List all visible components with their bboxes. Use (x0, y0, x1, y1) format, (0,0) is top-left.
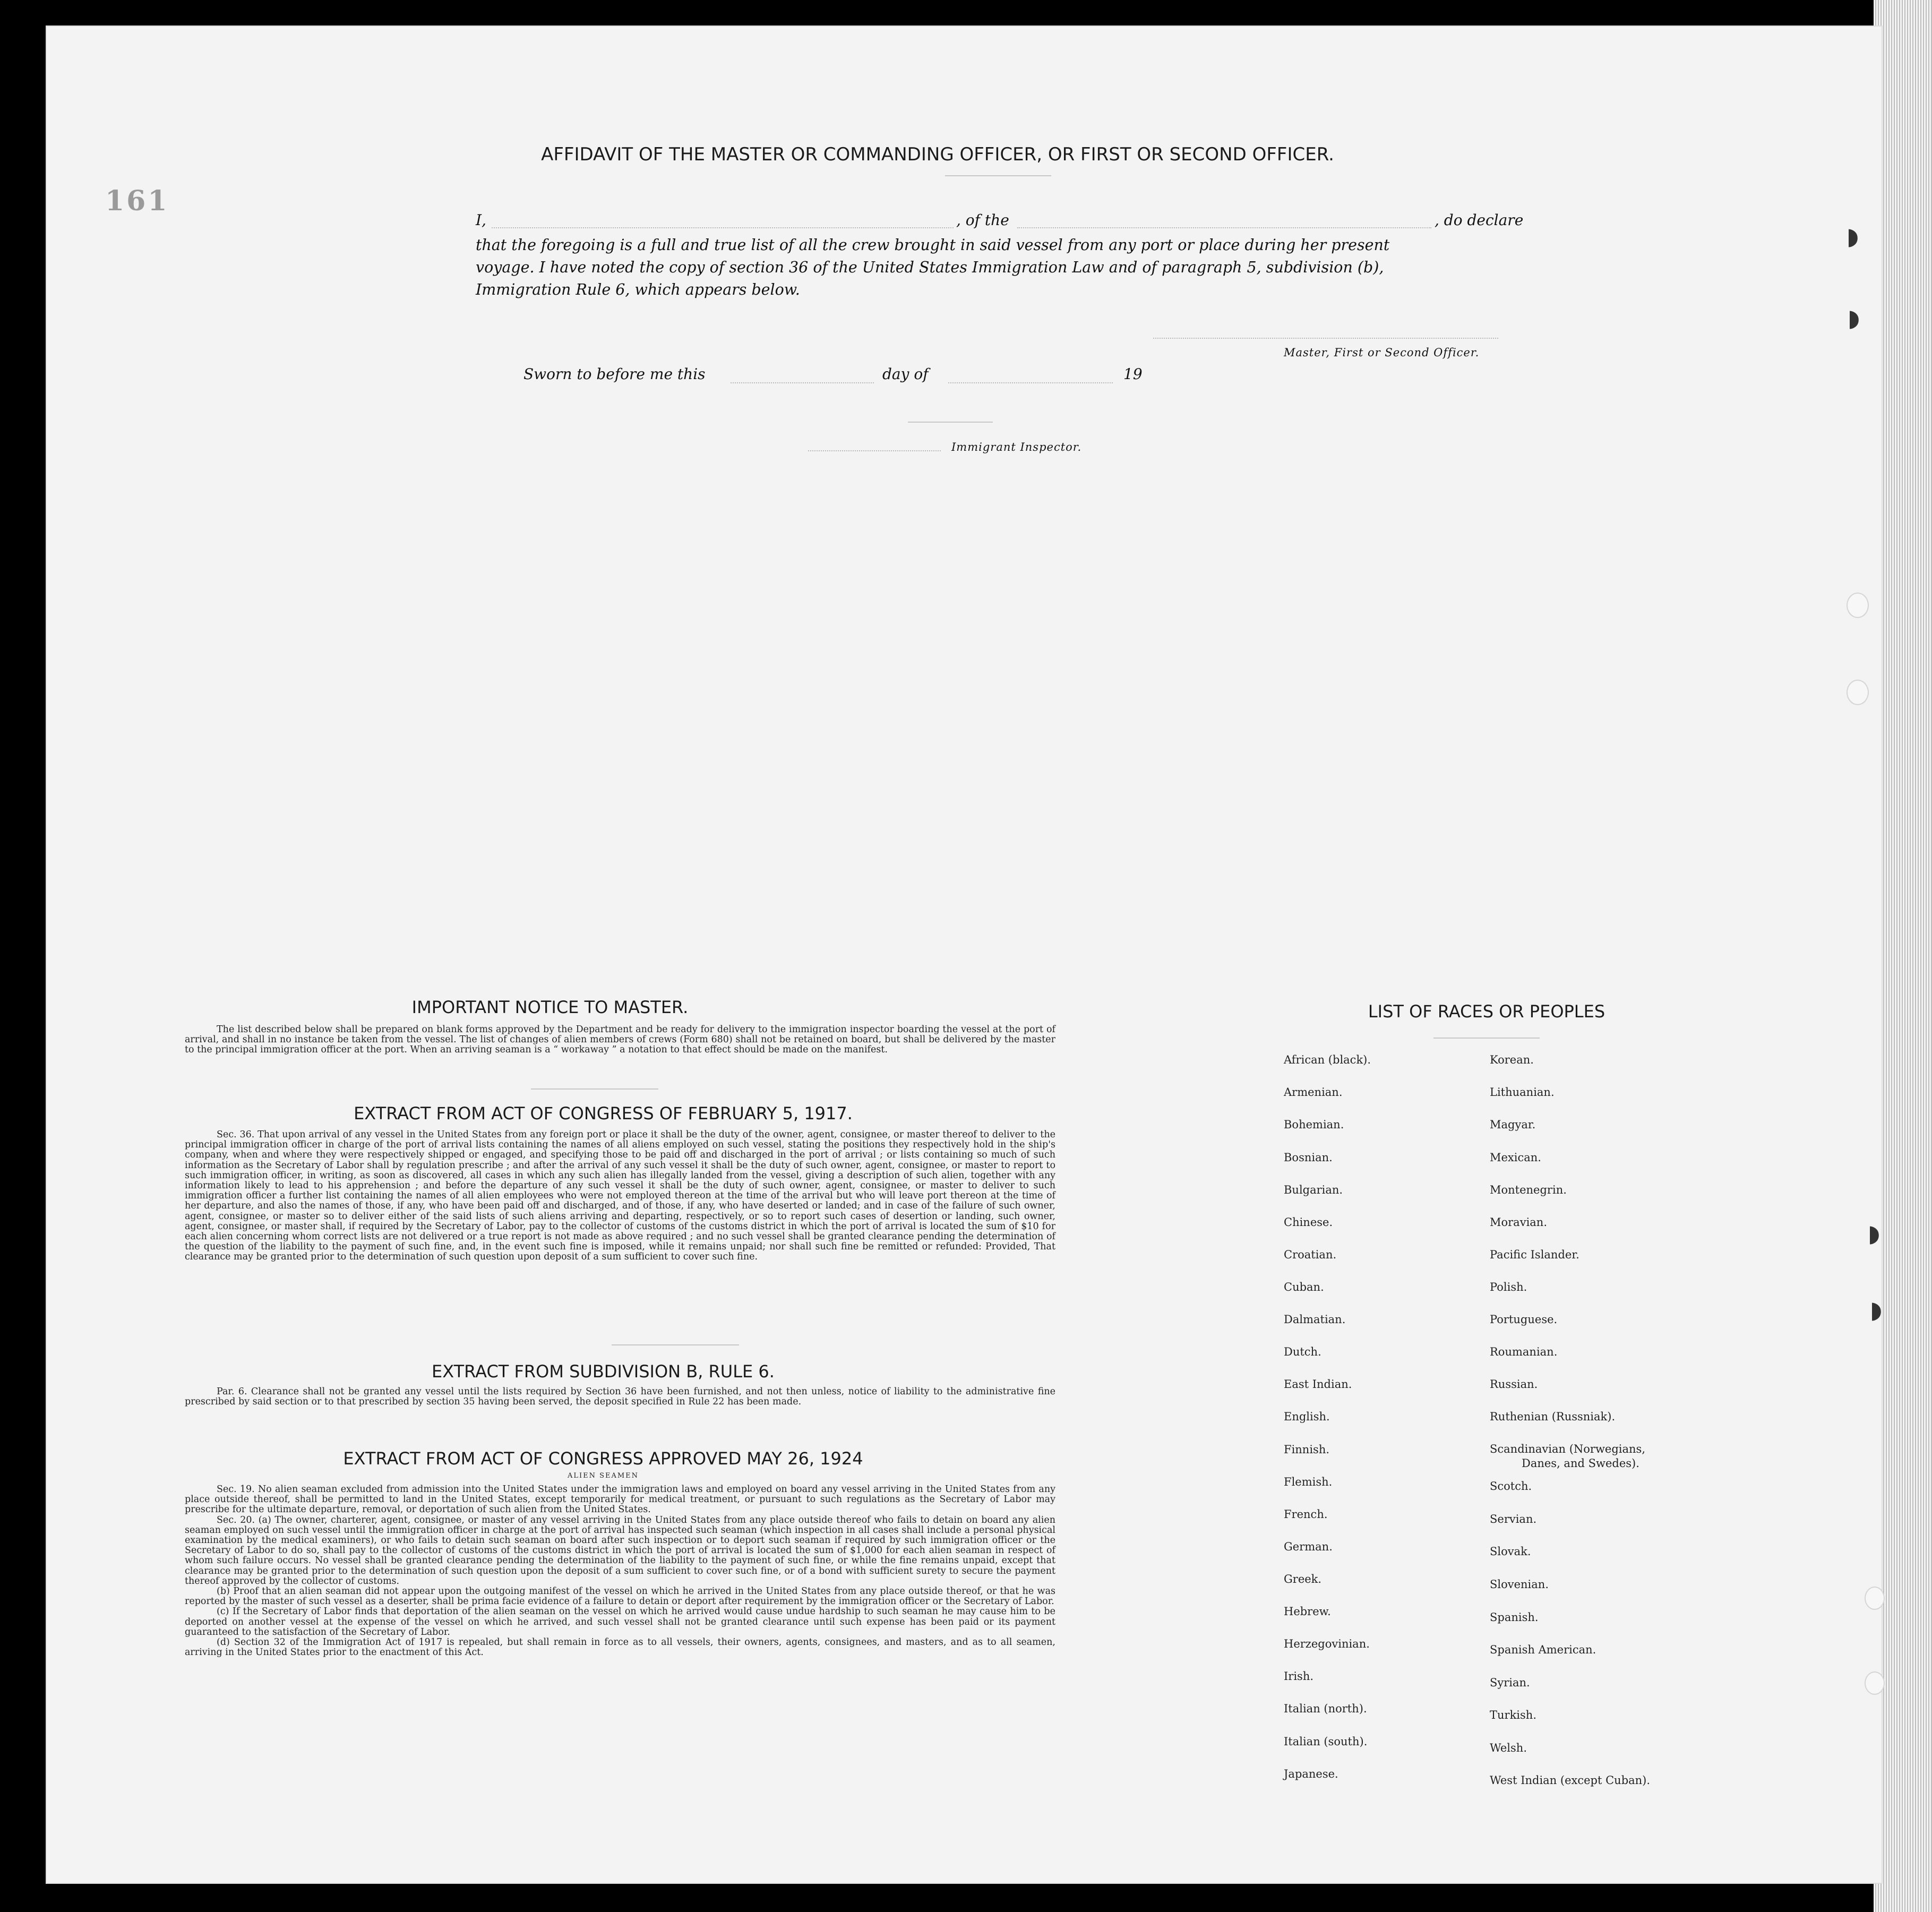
race-item: Flemish. (1284, 1476, 1333, 1488)
extract-1924-paragraph: (c) If the Secretary of Labor finds that deportation of the alien seaman on the vessel on which he arrived would cause undue hardship to such seaman he may cause him to be deported on another vessel at the expense of the vessel on which he arrived, and such vessel shall not be granted clearance until such expense has been paid or its payment guaranteed to the satisfaction of the Secretary of Labor. (185, 1606, 1055, 1637)
inspector-label: Immigrant Inspector. (951, 441, 1082, 453)
race-item: Croatian. (1284, 1248, 1337, 1261)
affidavit-body-line-4: Immigration Rule 6, which appears below. (476, 281, 800, 298)
race-item: Dalmatian. (1284, 1313, 1346, 1326)
affidavit-of-the: , of the (956, 211, 1009, 229)
race-item: African (black). (1284, 1053, 1371, 1066)
extract-1924-paragraph: (d) Section 32 of the Immigration Act of 1917 is repealed, but shall remain in force as to all vessels, their owners, agents, consignees, and masters, and as to all seamen, arriving in the United States prior to the enactment of this Act. (185, 1637, 1055, 1658)
race-item: Cuban. (1284, 1281, 1324, 1293)
race-item: East Indian. (1284, 1378, 1352, 1391)
race-item: Syrian. (1490, 1676, 1530, 1689)
race-item: Japanese. (1284, 1768, 1338, 1780)
extract-1924-paragraph: Sec. 19. No alien seaman excluded from admission into the United States under the immigration laws and employed on board any vessel arriving in the United States from any place outside thereof, shall be permitted to land in the United States, except temporarily for medical treatment, or pursuant to such regulations as the Secretary of Labor may prescribe for the ultimate departure, removal, or deportation of such alien from the United States. (185, 1484, 1055, 1515)
race-item: Portuguese. (1490, 1313, 1558, 1326)
binder-hole (1865, 1587, 1885, 1610)
race-item: Scandinavian (Norwegians, (1490, 1443, 1646, 1455)
race-item: Magyar. (1490, 1118, 1536, 1131)
race-item: Bosnian. (1284, 1151, 1333, 1164)
race-item: West Indian (except Cuban). (1490, 1774, 1651, 1787)
race-item: Danes, and Swedes). (1522, 1457, 1639, 1470)
race-item: Welsh. (1490, 1742, 1527, 1754)
extract-1917-paragraph: Sec. 36. That upon arrival of any vessel in the United States from any foreign port or place it shall be the duty of the owner, agent, consignee, or master thereof to deliver to the principal immigration officer in charge of the port of arrival lists containing the names of all aliens employed on such vessel, stating the positions they respectively hold in the ship's company, when and where they were respectively shipped or engaged, and specifying those to be paid off and discharged in the port of arrival ; or lists containing so much of such information as the Secretary of Labor shall by regulation prescribe ; and after the arrival of any such vessel it shall be the duty of such owner, agent, consignee, or master to report to such immigration officer, in writing, as soon as discovered, all cases in which any such alien has illegally landed from the vessel, giving a description of such alien, together with any information likely to lead to his apprehension ; and before the departure of any such vessel it shall be the duty of such owner, agent, consignee, or master to deliver to such immigration officer a further list containing the names of all alien employees who were not employed thereon at the time of the arrival but who will leave port thereon at the time of her departure, and also the names of those, if any, who have been paid off and discharged, and of those, if any, who have deserted or landed; and in case of the failure of such owner, agent, consignee, or master so to deliver either of the said lists of such aliens arriving and departing, respectively, or so to report such cases of desertion or landing, such owner, agent, consignee, or master shall, if required by the Secretary of Labor, pay to the collector of customs of the customs district in which the port of arrival is located the sum of $10 for each alien concerning whom correct lists are not delivered or a true report is not made as above required ; and no such vessel shall be granted clearance pending the determination of the question of the liability to the payment of such fine, and, in the event such fine is imposed, while it remains unpaid; nor shall such fine be remitted or refunded: Provided, That clearance may be granted prior to the determination of such question upon deposit of a sum sufficient to cover such fine. (185, 1129, 1055, 1263)
race-item: Dutch. (1284, 1345, 1321, 1358)
race-item: Mexican. (1490, 1151, 1541, 1164)
extract-1924-text (185, 1485, 1055, 1658)
divider (531, 1088, 658, 1090)
races-title: LIST OF RACES OR PEOPLES (1368, 1001, 1605, 1022)
binder-mark: ◗ (1848, 305, 1860, 332)
race-item: Bulgarian. (1284, 1184, 1343, 1196)
race-item: Turkish. (1490, 1709, 1536, 1721)
race-item: Servian. (1490, 1513, 1537, 1525)
affidavit-declare: , do declare (1435, 211, 1524, 229)
affidavit-body-line-3: voyage. I have noted the copy of section 36 of the United States Immigration Law and of paragraph 5, subdivision (b), (476, 259, 1384, 276)
sworn-day-line[interactable] (731, 382, 874, 383)
race-item: Lithuanian. (1490, 1086, 1555, 1099)
extract-1924-paragraph: Sec. 20. (a) The owner, charterer, agent, consignee, or master of any vessel arriving in the United States from any place outside thereof who fails to detain on board any alien seaman employed on such vessel until the immigration officer in charge at the port of arrival has inspected such seaman (which inspection in all cases shall include a personal physical examination by the medical examiners), or who fails to detain such seaman on board after such inspection or to deport such seaman if required by such immigration officer or the Secretary of Labor to do so, shall pay to the collector of customs of the customs district in which the port of arrival is located the sum of $1,000 for each alien seaman in respect of whom such failure occurs. No vessel shall be granted clearance pending the determination of the liability to the payment of such fine, or while the fine remains unpaid, except that clearance may be granted prior to the determination of such question upon the deposit of a sum sufficient to cover such fine, or of a bond with sufficient surety to secure the payment thereof approved by the collector of customs. (185, 1514, 1055, 1587)
extract-rule6-title: EXTRACT FROM SUBDIVISION B, RULE 6. (432, 1361, 775, 1382)
race-item: German. (1284, 1540, 1333, 1553)
race-item: Hebrew. (1284, 1605, 1331, 1618)
race-item: Pacific Islander. (1490, 1248, 1579, 1261)
notice-title: IMPORTANT NOTICE TO MASTER. (411, 997, 689, 1017)
race-item: Italian (south). (1284, 1735, 1368, 1748)
divider (945, 175, 1051, 176)
race-item: Russian. (1490, 1378, 1538, 1391)
sworn-month-line[interactable] (948, 382, 1113, 383)
extract-1924-title: EXTRACT FROM ACT OF CONGRESS APPROVED MAY 26, 1924 (343, 1448, 863, 1469)
race-item: Italian (north). (1284, 1702, 1367, 1715)
extract-1917-text (185, 1130, 1055, 1263)
divider (1433, 1038, 1540, 1039)
master-signature-label: Master, First or Second Officer. (1284, 346, 1480, 359)
race-item: English. (1284, 1410, 1330, 1423)
binder-hole (1847, 680, 1869, 705)
race-item: Finnish. (1284, 1443, 1330, 1456)
race-item: Montenegrin. (1490, 1184, 1567, 1196)
divider (908, 422, 993, 423)
extract-rule6-paragraph: Par. 6. Clearance shall not be granted any vessel until the lists required by Section 36 have been furnished, and not then unless, notice of liability to the administrative fine prescribed by said section or to that prescribed by section 35 having been served, the deposit specified in Rule 22 has been made. (185, 1386, 1055, 1408)
binder-mark: ◗ (1847, 223, 1859, 250)
divider (612, 1344, 739, 1345)
sworn-label: Sworn to before me this (523, 365, 706, 383)
race-item: Herzegovinian. (1284, 1637, 1370, 1650)
race-item: Scotch. (1490, 1480, 1532, 1493)
race-item: Spanish. (1490, 1611, 1539, 1624)
master-signature-line[interactable] (1153, 338, 1498, 339)
inspector-signature-line[interactable] (808, 450, 941, 451)
race-item: Chinese. (1284, 1216, 1333, 1229)
affidavit-title: AFFIDAVIT OF THE MASTER OR COMMANDING OFFICER, OR FIRST OR SECOND OFFICER. (541, 144, 1334, 165)
notice-paragraph: The list described below shall be prepared on blank forms approved by the Department and be ready for delivery to the immigration inspector boarding the vessel at the port of arrival, and shall in no instance be taken from the vessel. The list of changes of alien members of crews (Form 680) shall not be retained on board, but shall be delivered by the master to the principal immigration officer at the port. When an arriving seaman is a “ workaway ” a notation to that effect should be made on the manifest. (185, 1024, 1055, 1056)
race-item: Irish. (1284, 1670, 1314, 1683)
race-item: Bohemian. (1284, 1118, 1344, 1131)
race-item: Korean. (1490, 1053, 1534, 1066)
race-item: Greek. (1284, 1573, 1322, 1585)
form-page (46, 25, 1883, 1884)
race-item: French. (1284, 1508, 1328, 1521)
binder-hole (1865, 1671, 1885, 1695)
extract-1917-title: EXTRACT FROM ACT OF CONGRESS OF FEBRUARY 5, 1917. (354, 1103, 853, 1124)
extract-1924-paragraph: (b) Proof that an alien seaman did not appear upon the outgoing manifest of the vessel on which he arrived in the United States from any place outside thereof, or that he was reported by the master of such vessel as a deserter, shall be prima facie evidence of a failure to detain or deport after requirement by the immigration officer or the Secretary of Labor. (185, 1586, 1055, 1607)
race-item: Moravian. (1490, 1216, 1548, 1229)
vessel-name-line[interactable] (1017, 227, 1431, 228)
binder-mark: ◗ (1868, 1220, 1881, 1247)
race-item: Roumanian. (1490, 1345, 1558, 1358)
race-item: Polish. (1490, 1281, 1527, 1293)
extract-rule6-text (185, 1387, 1055, 1407)
races-right-column (1490, 1053, 1734, 1823)
officer-name-line[interactable] (492, 227, 954, 228)
race-item: Slovak. (1490, 1545, 1531, 1558)
race-item: Ruthenian (Russniak). (1490, 1410, 1616, 1423)
day-of-label: day of (882, 365, 929, 383)
affidavit-first-line (476, 211, 1569, 233)
affidavit-body-line-2: that the foregoing is a full and true list of all the crew brought in said vessel from any port or place during her present (476, 236, 1390, 254)
extract-1924-subtitle: ALIEN SEAMEN (567, 1472, 639, 1480)
race-item: Armenian. (1284, 1086, 1343, 1099)
year-prefix: 19 (1123, 365, 1143, 383)
stamp-number: 161 (105, 185, 169, 217)
race-item: Spanish American. (1490, 1643, 1596, 1656)
races-left-column (1284, 1053, 1475, 1823)
race-item: Slovenian. (1490, 1578, 1549, 1591)
binder-hole (1847, 593, 1869, 618)
affidavit-i: I, (476, 211, 486, 229)
notice-text (185, 1025, 1055, 1056)
binder-mark: ◗ (1870, 1297, 1883, 1324)
